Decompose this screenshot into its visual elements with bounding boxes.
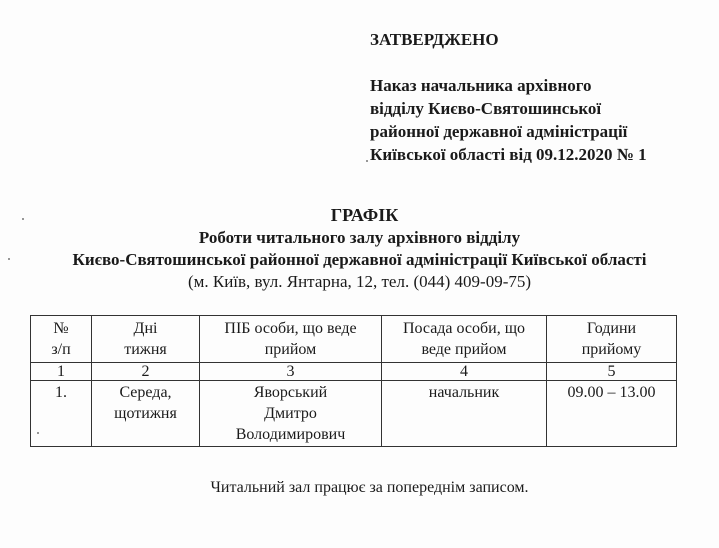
column-number: 4 <box>382 363 547 381</box>
column-number: 3 <box>200 363 382 381</box>
row-number-cell: 1. <box>31 381 92 447</box>
header-cell-hours <box>547 316 677 363</box>
days-line: щотижня <box>114 405 177 422</box>
header-cell-name <box>200 316 382 363</box>
schedule-table <box>30 315 677 447</box>
order-line: відділу Києво-Святошинської <box>370 99 602 118</box>
header-line: тижня <box>124 341 167 358</box>
header-cell-position <box>382 316 547 363</box>
header-line: прийому <box>581 341 642 358</box>
header-cell-days <box>92 316 200 363</box>
row-days-cell <box>92 381 200 447</box>
scan-speck <box>37 432 39 434</box>
schedule-subtitle: Роботи читального залу архівного відділу <box>198 228 521 247</box>
table-header-row <box>31 316 677 363</box>
schedule-header <box>0 204 719 293</box>
row-hours-cell: 09.00 – 13.00 <box>547 381 677 447</box>
header-line: веде прийом <box>421 341 507 358</box>
name-line: Дмитро <box>264 405 317 422</box>
header-cell-number <box>31 316 92 363</box>
column-number: 2 <box>92 363 200 381</box>
name-line: Яворський <box>253 384 328 401</box>
header-line: Дні <box>133 320 158 337</box>
header-line: № <box>53 320 69 337</box>
footer-note: Читальний зал працює за попереднім записом. <box>210 479 529 496</box>
scan-speck <box>366 160 368 162</box>
column-number: 5 <box>547 363 677 381</box>
schedule-address: (м. Київ, вул. Янтарна, 12, тел. (044) 409-09-75) <box>187 272 532 291</box>
column-number-row <box>31 363 677 381</box>
order-line: районної державної адміністрації <box>370 122 628 141</box>
header-line: з/п <box>51 341 71 358</box>
name-line: Володимирович <box>235 426 346 443</box>
header-line: Години <box>586 320 637 337</box>
table-row <box>31 381 677 447</box>
order-line: Наказ начальника архівного <box>370 76 592 95</box>
header-line: ПІБ особи, що веде <box>224 320 357 337</box>
header-line: Посада особи, що <box>402 320 526 337</box>
header-line: прийом <box>264 341 317 358</box>
row-name-cell <box>200 381 382 447</box>
approval-title: ЗАТВЕРДЖЕНО <box>370 30 499 49</box>
row-position-cell: начальник <box>382 381 547 447</box>
column-number: 1 <box>31 363 92 381</box>
days-line: Середа, <box>119 384 172 401</box>
approval-block <box>370 28 647 166</box>
scan-speck <box>22 218 24 220</box>
schedule-department: Києво-Святошинської районної державної адміністрації Київської області <box>72 250 647 269</box>
scan-speck <box>8 258 10 260</box>
schedule-title: ГРАФІК <box>330 205 399 225</box>
order-line: Київської області від 09.12.2020 № 1 <box>370 145 647 164</box>
